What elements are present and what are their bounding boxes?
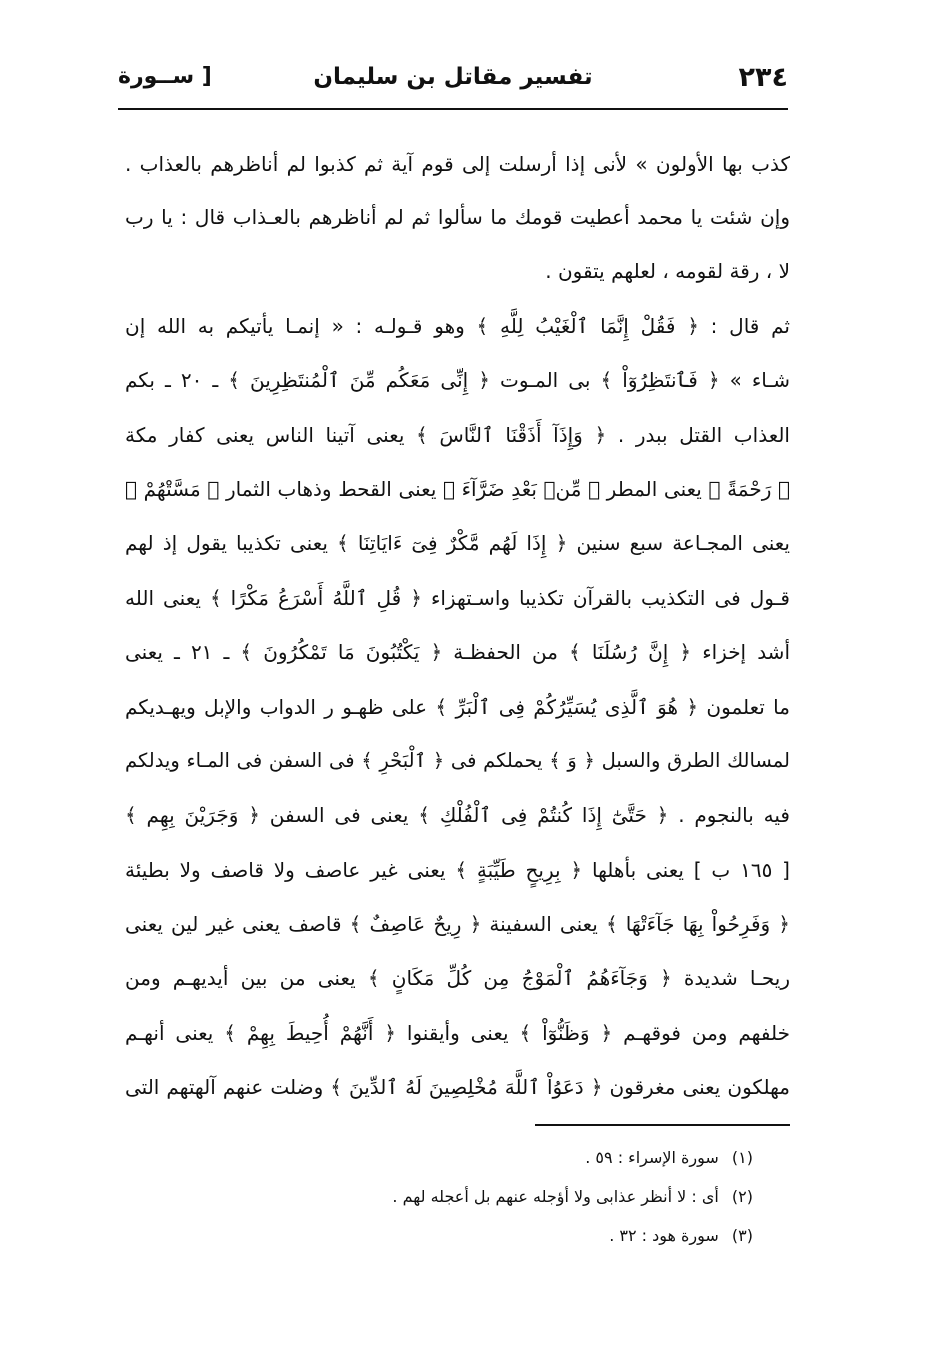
footnote-number: (٢) xyxy=(731,1187,753,1206)
header-rule xyxy=(118,108,788,110)
text-line: ثم قال : ﴿ فَقُلْ إِنَّمَا ٱلْغَيْبُ لِلَّهِ ﴾ وهو قـولـه : « إنمـا يأتيكم به الله إن xyxy=(125,313,790,338)
text-line: أشد إخزاء ﴿ إِنَّ رُسُلَنَا ﴾ من الحفظـة ﴿ يَكْتُبُونَ مَا تَمْكُرُونَ ﴾ ـ ٢١ ـ يعنى xyxy=(125,640,790,665)
footnote-number: (٣) xyxy=(731,1226,753,1245)
text-line: خلفهم ومن فوقهـم ﴿ وَظَنُّوٓاْ ﴾ يعنى وأيقنوا ﴿ أَنَّهُمْ أُحِيطَ بِهِمْ ﴾ يعنى أنهـم xyxy=(125,1020,790,1045)
footnote-rule xyxy=(535,1124,790,1126)
footnote-number: (١) xyxy=(731,1148,753,1167)
footnote xyxy=(293,1177,753,1216)
text-line: قـول فى التكذيب بالقرآن تكذيبا واسـتهزاء ﴿ قُلِ ٱللَّهُ أَسْرَعُ مَكْرًا ﴾ يعنى الله xyxy=(125,585,790,610)
text-line: ﴿ وَفَرِحُواْ بِهَا جَآءَتْهَا ﴾ يعنى السفينة ﴿ رِيحٌ عَاصِفٌ ﴾ قاصف يعنى غير لين يعنى xyxy=(125,912,790,937)
text-line: لا ، رقة لقومه ، لعلهم يتقون . xyxy=(545,259,790,284)
text-line: وإن شئت يا محمد أعطيت قومك ما سألوا ثم لم أناظرهم بالعـذاب قال : يا رب xyxy=(125,205,790,229)
footnote-text: سورة الإسراء : ٥٩ . xyxy=(585,1148,719,1167)
footnote-text: أى : لا أنظر عذابى ولا أؤجله عنهم بل أعجله لهم . xyxy=(392,1187,719,1206)
running-title: تفسير مقاتل بن سليمان xyxy=(313,64,593,90)
footnote xyxy=(293,1216,753,1255)
text-line: العذاب القتل ببدر . ﴿ وَإِذَآ أَذَقْنَا ٱلنَّاسَ ﴾ يعنى آتينا الناس يعنى كفار مكة xyxy=(125,422,790,447)
running-header xyxy=(118,62,788,102)
text-line: ما تعلمون ﴿ هُوَ ٱلَّذِى يُسَيِّرُكُمْ فِى ٱلْبَرِّ ﴾ على ظهـو ر الدواب والإبل ويهـديكم xyxy=(125,694,790,719)
text-line: ريحـا شديدة ﴿ وَجَآءَهُمُ ٱلْمَوْجُ مِن كُلِّ مَكَانٍ ﴾ يعنى من بين أيديهـم ومن xyxy=(125,966,790,991)
text-line: فيه بالنجوم . ﴿ حَتَّىٰٓ إِذَا كُنتُمْ فِى ٱلْفُلْكِ ﴾ يعنى فى السفن ﴿ وَجَرَيْنَ بِهِم ﴾ xyxy=(125,803,790,828)
text-line: [ ١٦٥ ب ] يعنى بأهلها ﴿ بِرِيحٍ طَيِّبَةٍ ﴾ يعنى غير عاصف ولا قاصف ولا بطيئة xyxy=(125,857,790,882)
text-line: يعنى المجـاعة سبع سنين ﴿ إِذَا لَهُم مَّكْرٌ فِىٓ ءَايَاتِنَا ﴾ يعنى تكذيبا يقول إذ لهم xyxy=(125,531,790,556)
text-line: شـاء » ﴿ فَٱنتَظِرُوٓاْ ﴾ بى المـوت ﴿ إِنِّى مَعَكُم مِّنَ ٱلْمُنتَظِرِينَ ﴾ ـ ٢٠ ـ بكم xyxy=(125,368,790,393)
footnote-text: سورة هود : ٣٢ . xyxy=(609,1226,719,1245)
page-number: ٢٣٤ xyxy=(738,62,788,93)
text-line: مهلكون يعنى مغرقون ﴿ دَعَوُاْ ٱللَّهَ مُخْلِصِينَ لَهُ ٱلدِّينَ ﴾ وضلت عنهم آلهتهم التى xyxy=(125,1075,790,1100)
text-line: ﴿ رَحْمَةً ﴾ يعنى المطر ﴿ مِّنۢ بَعْدِ ضَرَّآءَ ﴾ يعنى القحط وذهاب الثمار ﴿ مَسَّتْهُمْ ﴾ xyxy=(125,476,790,501)
text-line: كذب بها الأولون » لأنى إذا أرسلت إلى قوم آية ثم كذبوا لم أناظرهم بالعذاب . xyxy=(125,152,790,176)
text-line: لمسالك الطرق والسبل ﴿ وَ ﴾ يحملكم فى ﴿ ٱلْبَحْرِ ﴾ فى السفن فى المـاء ويدلكم xyxy=(125,748,790,772)
surah-marker: [ ســورة xyxy=(118,64,212,89)
footnotes xyxy=(293,1138,753,1255)
commentary-text xyxy=(125,125,790,1115)
footnote xyxy=(293,1138,753,1177)
